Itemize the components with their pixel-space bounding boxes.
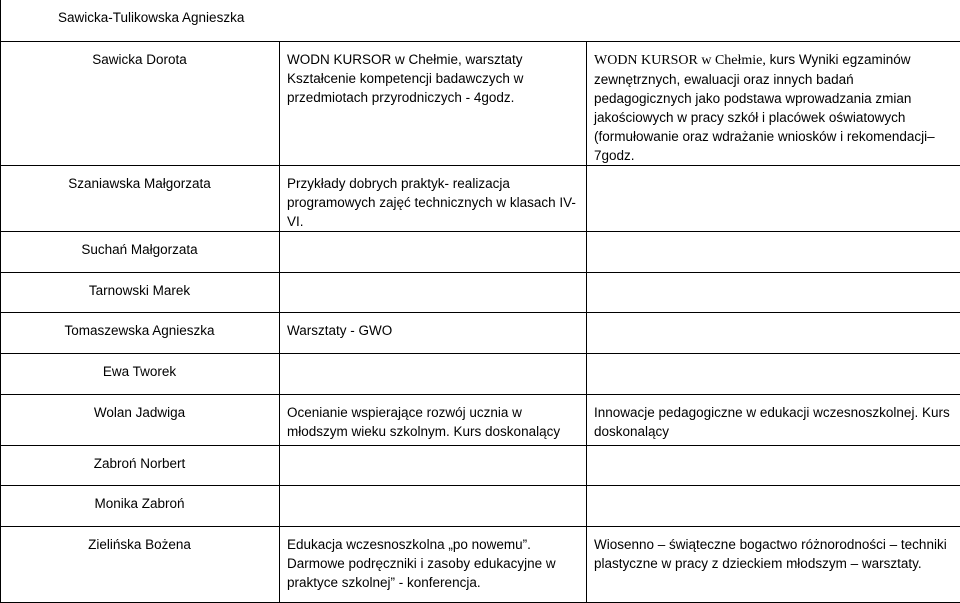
- teacher-name: Zielińska Bożena: [1, 526, 280, 602]
- table-row: [1, 485, 960, 526]
- training-cell: WODN KURSOR w Chełmie, warsztaty Kształcenie kompetencji badawczych w przedmiotach przyrodniczych - 4godz.: [280, 41, 587, 165]
- table-row: [1, 41, 960, 165]
- teacher-name: Szaniawska Małgorzata: [1, 165, 280, 231]
- training-cell: Warsztaty - GWO: [280, 312, 587, 353]
- training-cell: [280, 353, 587, 394]
- teacher-name: Sawicka Dorota: [1, 41, 280, 165]
- table-row: [1, 526, 960, 602]
- teacher-name: Tarnowski Marek: [1, 272, 280, 312]
- teacher-name: Sawicka-Tulikowska Agnieszka: [1, 0, 960, 41]
- table-row: [1, 445, 960, 485]
- training-cell: [587, 231, 960, 272]
- table-row: [1, 394, 960, 445]
- teacher-name: Zabroń Norbert: [1, 445, 280, 485]
- training-cell: [587, 312, 960, 353]
- training-cell: [587, 272, 960, 312]
- training-cell: [280, 272, 587, 312]
- training-cell: Edukacja wczesnoszkolna „po nowemu”. Darmowe podręczniki i zasoby edukacyjne w praktyce szkolnej” - konferencja.: [280, 526, 587, 602]
- training-cell: [587, 353, 960, 394]
- training-cell: [280, 231, 587, 272]
- training-cell: Wiosenno – świąteczne bogactwo różnorodności – techniki plastyczne w pracy z dzieckiem młodszym – warsztaty.: [587, 526, 960, 602]
- training-cell: Przykłady dobrych praktyk- realizacja programowych zajęć technicznych w klasach IV-VI.: [280, 165, 587, 231]
- table-row: [1, 312, 960, 353]
- table-row: [1, 353, 960, 394]
- training-cell: Ocenianie wspierające rozwój ucznia w młodszym wieku szkolnym. Kurs doskonalący: [280, 394, 587, 445]
- teacher-name: Ewa Tworek: [1, 353, 280, 394]
- table-row: [1, 0, 960, 41]
- training-cell: [587, 41, 960, 165]
- teacher-name: Monika Zabroń: [1, 485, 280, 526]
- table-row: [1, 165, 960, 231]
- table-row: [1, 231, 960, 272]
- training-text: kurs Wyniki egzaminów zewnętrznych, ewaluacji oraz innych badań pedagogicznych jako podstawa wprowadzania zmian jakościowych w pracy szkół i placówek oświatowych (formułowanie oraz wdrażanie wniosków i rekomendacji– 7godz.: [594, 52, 935, 163]
- training-org: WODN KURSOR w Chełmie,: [594, 53, 766, 68]
- teacher-name: Tomaszewska Agnieszka: [1, 312, 280, 353]
- training-cell: Innowacje pedagogiczne w edukacji wczesnoszkolnej. Kurs doskonalący: [587, 394, 960, 445]
- training-cell: [280, 445, 587, 485]
- training-cell: [587, 165, 960, 231]
- table-row: [1, 272, 960, 312]
- teacher-name: Wolan Jadwiga: [1, 394, 280, 445]
- training-cell: [587, 445, 960, 485]
- teacher-name: Suchań Małgorzata: [1, 231, 280, 272]
- training-cell: [280, 485, 587, 526]
- training-cell: [587, 485, 960, 526]
